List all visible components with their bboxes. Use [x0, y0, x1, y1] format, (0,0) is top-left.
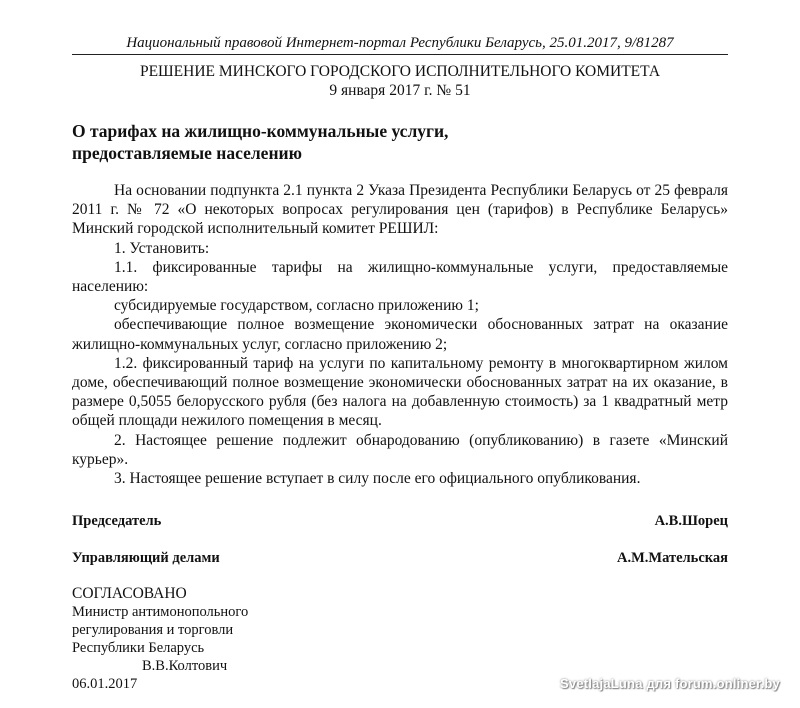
paragraph-1: 1. Установить:	[114, 239, 210, 257]
subject-line-2: предоставляемые населению	[72, 143, 302, 163]
signature-name: А.М.Мательская	[617, 550, 728, 566]
approval-line-2: регулирования и торговли	[72, 622, 234, 638]
approval-signer: В.В.Колтович	[142, 658, 228, 674]
paragraph-preamble: На основании подпункта 2.1 пункта 2 Указа Президента Республики Беларусь от 25 февраля 2011 г. № 72 «О некоторых вопросах регулирования цен (тарифов) в Республике Беларусь» Минский городской исполнительный комитет РЕШИЛ:	[72, 182, 728, 238]
paragraph-subsidized: субсидируемые государством, согласно приложению 1;	[114, 297, 479, 315]
paragraph-full-cost: обеспечивающие полное возмещение экономически обоснованных затрат на оказание жилищно-коммунальных услуг, согласно приложению 2;	[72, 316, 728, 353]
approval-date: 06.01.2017	[72, 676, 138, 692]
watermark: SvetlajaLuna для forum.onliner.by	[560, 676, 780, 691]
document-title	[72, 62, 728, 100]
signature-manager	[72, 549, 728, 567]
approval-line-3: Республики Беларусь	[72, 640, 205, 656]
approval-heading: СОГЛАСОВАНО	[72, 585, 187, 602]
paragraph-3: 3. Настоящее решение вступает в силу после его официального опубликования.	[114, 470, 641, 488]
signature-name: А.В.Шорец	[654, 513, 728, 529]
subject-line-1: О тарифах на жилищно-коммунальные услуги,	[72, 121, 449, 141]
paragraph-1-1: 1.1. фиксированные тарифы на жилищно-коммунальные услуги, предоставляемые населению:	[72, 258, 728, 296]
approval-block	[72, 585, 372, 693]
title-date-number: 9 января 2017 г. № 51	[329, 82, 471, 99]
signature-chairman	[72, 512, 728, 530]
signature-position: Управляющий делами	[72, 550, 220, 566]
paragraph-1-2: 1.2. фиксированный тариф на услуги по капитальному ремонту в многоквартирном жилом доме, обеспечивающий полное возмещение экономически обоснованных затрат на их оказание, в размере 0,5055 белорусского рубля (без налога на добавленную стоимость) за 1 квадратный метр общей площади нежилого помещения в месяц.	[72, 354, 728, 430]
document-subject	[72, 120, 728, 164]
approval-line-1: Министр антимонопольного	[72, 604, 249, 620]
signature-position: Председатель	[72, 513, 162, 529]
document-body	[72, 181, 728, 488]
portal-header: Национальный правовой Интернет-портал Республики Беларусь, 25.01.2017, 9/81287	[72, 34, 728, 55]
title-line-1: РЕШЕНИЕ МИНСКОГО ГОРОДСКОГО ИСПОЛНИТЕЛЬНОГО КОМИТЕТА	[139, 63, 661, 80]
paragraph-2: 2. Настоящее решение подлежит обнародованию (опубликованию) в газете «Минский курьер».	[72, 431, 728, 468]
